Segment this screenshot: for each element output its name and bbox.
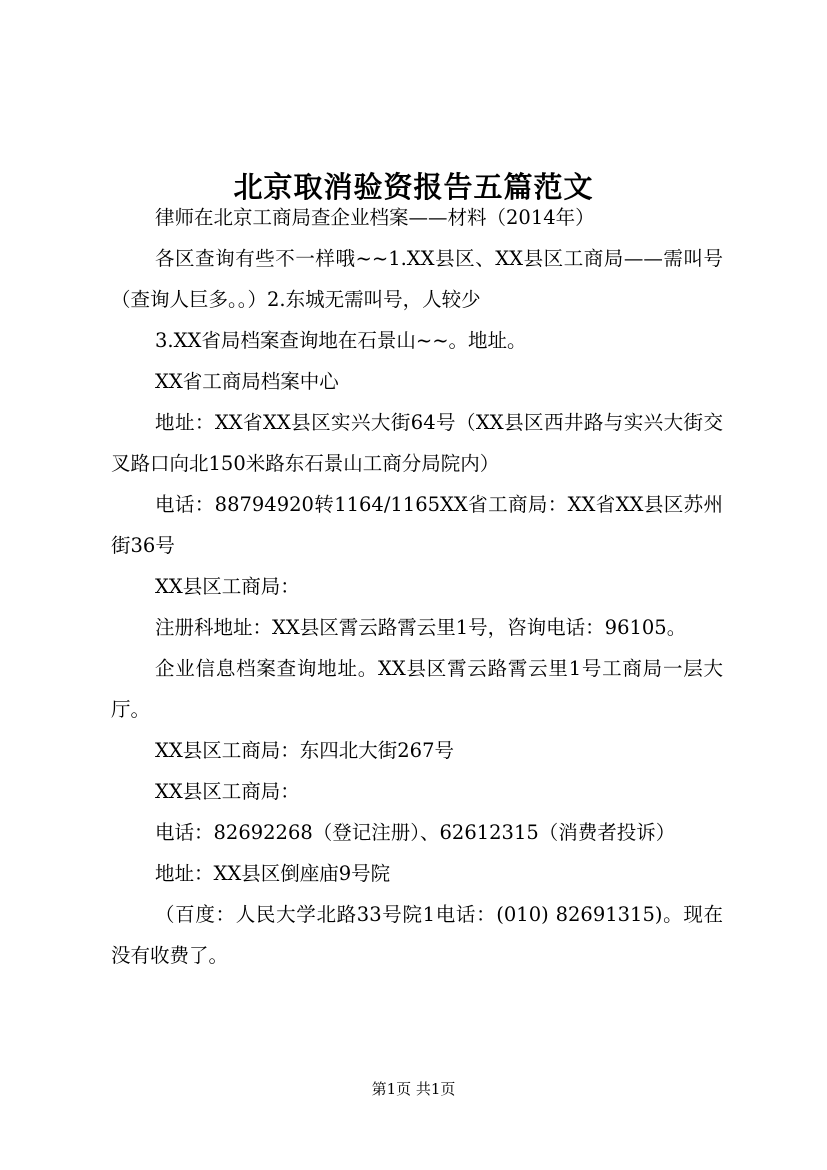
paragraph-7: XX县区工商局： [155,575,300,598]
paragraph-10: XX县区工商局：东四北大街267号 [155,739,454,762]
paragraph-2: 各区查询有些不一样哦~~1.XX县区、XX县区工商局——需叫号（查询人巨多。。）2.东城无需叫号，人较少 [111,247,723,311]
paragraph-9: 企业信息档案查询地址。XX县区霄云路霄云里1号工商局一层大厅。 [111,657,723,721]
document-title: 北京取消验资报告五篇范文 [233,170,594,205]
paragraph-8: 注册科地址：XX县区霄云路霄云里1号，咨询电话：96105。 [155,616,687,639]
paragraph-11: XX县区工商局： [155,780,300,803]
page-footer: 第1页 共1页 [371,1080,456,1098]
paragraph-13: 地址：XX县区倒座庙9号院 [155,862,391,885]
paragraph-3: 3.XX省局档案查询地在石景山~~。地址。 [155,329,527,352]
paragraph-14: （百度：人民大学北路33号院1电话：(010) 82691315)。现在没有收费了。 [111,903,723,967]
document-body [111,197,723,976]
paragraph-5: 地址：XX省XX县区实兴大街64号（XX县区西井路与实兴大街交叉路口向北150米路东石景山工商分局院内） [111,411,723,475]
paragraph-12: 电话：82692268（登记注册）、62612315（消费者投诉） [155,821,676,844]
paragraph-6: 电话：88794920转1164/1165XX省工商局：XX省XX县区苏州街36号 [111,493,723,557]
paragraph-4: XX省工商局档案中心 [155,370,339,393]
paragraph-1: 律师在北京工商局查企业档案——材料（2014年） [155,206,595,229]
